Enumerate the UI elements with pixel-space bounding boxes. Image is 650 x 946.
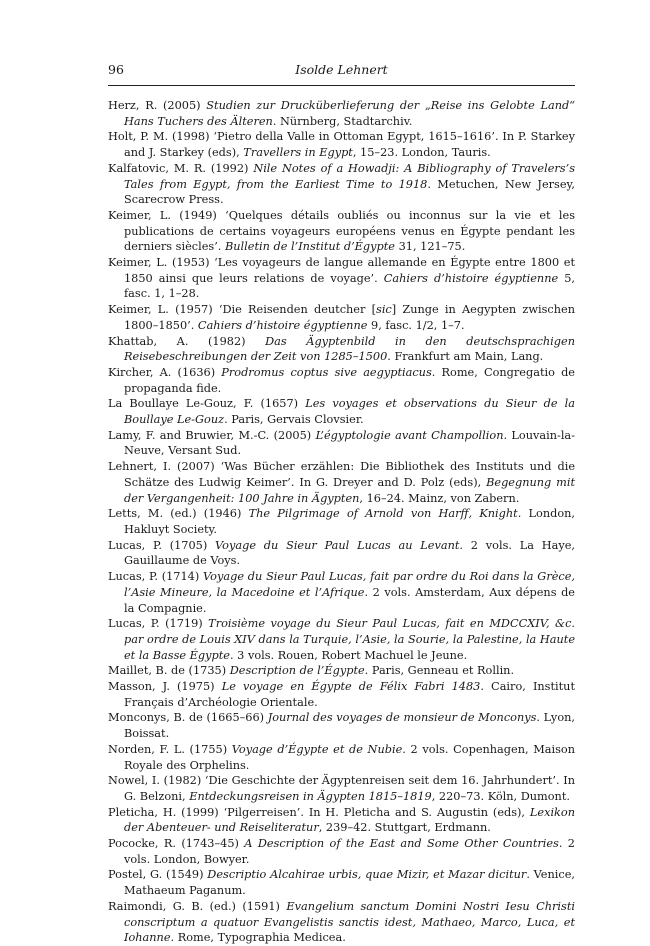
reference-entry	[108, 773, 575, 804]
reference-entry	[108, 161, 575, 208]
reference-text: Kircher, A. (1636)	[108, 365, 222, 379]
reference-title: Journal des voyages de monsieur de Monconys	[267, 711, 537, 725]
reference-entry	[108, 836, 575, 867]
reference-text: La Boullaye Le-Gouz, F. (1657)	[108, 397, 306, 411]
reference-entry	[108, 506, 575, 537]
reference-title: Prodromus coptus sive aegyptiacus	[221, 365, 432, 379]
reference-text: Holt, P. M. (1998) ‘Pietro della Valle in Ottoman Egypt, 1615–1616’. In P. Starkey and J. Starkey (eds),	[108, 130, 575, 160]
reference-entry	[108, 538, 575, 569]
reference-title: Bulletin de l’Institut d’Égypte	[224, 240, 395, 254]
reference-text: Pleticha, H. (1999) ‘Pilgerreisen’. In H. Pleticha and S. Augustin (eds),	[108, 805, 530, 819]
reference-text: Raimondi, G. B. (ed.) (1591)	[108, 899, 287, 913]
reference-text: Lehnert, I. (2007) ‘Was Bücher erzählen: Die Bibliothek des Instituts und die Schätze des Ludwig Keimer’. In G. Dreyer and D. Polz (eds),	[108, 460, 575, 489]
reference-entry	[108, 129, 575, 160]
reference-text: . Nürnberg, Stadtarchiv.	[272, 114, 413, 128]
reference-text: . London, Hakluyt Society.	[124, 507, 575, 536]
reference-entry	[108, 663, 575, 679]
reference-text: Keimer, L. (1957) ‘Die Reisenden deutcher [	[108, 303, 377, 317]
reference-text: . Rome, Congregatio de propaganda fide.	[124, 365, 575, 395]
reference-text: . 2 vols. La Haye, Gauillaume de Voys.	[124, 538, 576, 568]
reference-text: 31, 121–75.	[394, 240, 466, 254]
reference-text: Khattab, A. (1982)	[108, 334, 266, 348]
reference-entry	[108, 679, 575, 710]
reference-title: Voyage du Sieur Paul Lucas au Levant	[215, 538, 460, 552]
reference-title: The Pilgrimage of Arnold von Harff, Knight	[248, 507, 518, 521]
reference-list	[108, 98, 575, 946]
reference-title: Les voyages et observations du Sieur de la Boullaye Le-Gouz	[124, 397, 575, 427]
reference-text: Letts, M. (ed.) (1946)	[108, 507, 249, 521]
reference-entry	[108, 569, 575, 616]
reference-text: Maillet, B. de (1735)	[108, 664, 230, 678]
reference-text: . Louvain-la-Neuve, Versant Sud.	[124, 428, 575, 458]
reference-text: . Venice, Mathaeum Paganum.	[124, 868, 575, 898]
reference-entry	[108, 710, 575, 741]
reference-text: Monconys, B. de (1665–66)	[108, 711, 268, 725]
reference-text: , 16–24. Mainz, von Zabern.	[359, 491, 520, 505]
reference-text: . Lyon, Boissat.	[124, 711, 575, 741]
reference-entry	[108, 428, 575, 459]
reference-text: Lucas, P. (1714)	[108, 570, 204, 584]
reference-title: Troisième voyage du Sieur Paul Lucas, fait en MDCCXIV, &c. par ordre de Louis XIV dans la Turquie, l’Asie, la Sourie, la Palestine, la Haute et la Basse Égypte	[124, 617, 575, 662]
page-number: 96	[108, 62, 124, 77]
reference-text: Nowel, I. (1982) ‘Die Geschichte der Ägyptenreisen seit dem 16. Jahrhundert’. In G. Belzoni,	[108, 774, 575, 803]
reference-entry	[108, 302, 575, 333]
reference-title: Cahiers d’histoire égyptienne	[383, 271, 559, 285]
reference-text: . 2 vols. Amsterdam, Aux dépens de la Compagnie.	[124, 585, 575, 615]
reference-text: Herz, R. (2005)	[108, 99, 207, 112]
reference-text: 5, fasc. 1, 1–28.	[124, 271, 575, 301]
reference-entry	[108, 334, 575, 365]
reference-text: . 2 vols. London, Bowyer.	[124, 837, 575, 866]
reference-entry	[108, 255, 575, 302]
reference-text: . 2 vols. Copenhagen, Maison Royale des Orphelins.	[124, 742, 576, 772]
reference-entry	[108, 742, 575, 773]
reference-entry	[108, 867, 575, 898]
page-header	[108, 62, 575, 84]
reference-text: Norden, F. L. (1755)	[108, 742, 232, 756]
reference-text: Masson, J. (1975)	[108, 680, 222, 694]
reference-title: Le voyage en Égypte de Félix Fabri 1483	[221, 680, 481, 694]
reference-title: sic	[376, 303, 392, 317]
reference-title: Descriptio Alcahirae urbis, quae Mizir, et Mazar dicitur	[207, 868, 527, 882]
reference-entry	[108, 396, 575, 427]
reference-text: Postel, G. (1549)	[108, 868, 208, 882]
reference-text: Kalfatovic, M. R. (1992)	[108, 161, 254, 175]
reference-title: L’égyptologie avant Champollion	[315, 428, 504, 442]
reference-text: . 3 vols. Rouen, Robert Machuel le Jeune.	[229, 648, 468, 662]
reference-text: , 239–42. Stuttgart, Erdmann.	[318, 821, 491, 835]
reference-title: Das Ägyptenbild in den deutschsprachigen Reisebeschreibungen der Zeit von 1285–1500	[124, 334, 575, 364]
reference-text: Lucas, P. (1705)	[108, 538, 216, 552]
reference-title: Begegnung mit der Vergangenheit: 100 Jahre in Ägypten	[124, 475, 575, 505]
reference-entry	[108, 805, 575, 836]
reference-entry	[108, 899, 575, 946]
reference-text: 9, fasc. 1/2, 1–7.	[367, 318, 465, 332]
reference-entry	[108, 365, 575, 396]
reference-title: Cahiers d’histoire égyptienne	[197, 318, 368, 332]
reference-title: Description de l’Égypte	[229, 664, 365, 678]
reference-text: Keimer, L. (1953) ‘Les voyageurs de langue allemande en Égypte entre 1800 et 1850 ainsi que leurs relations de voyage’.	[108, 256, 575, 285]
reference-text: . Cairo, Institut Français d’Archéologie Orientale.	[124, 680, 575, 709]
reference-text: ] Zunge in Aegypten zwischen 1800–1850’.	[124, 303, 575, 332]
reference-text: Lamy, F. and Bruwier, M.-C. (2005)	[108, 428, 316, 442]
reference-text: . Metuchen, New Jersey, Scarecrow Press.	[124, 177, 575, 207]
reference-title: Lexikon der Abenteuer- und Reiseliteratur	[124, 805, 575, 835]
reference-entry	[108, 208, 575, 255]
reference-text: Lucas, P. (1719)	[108, 617, 209, 631]
reference-title: Voyage du Sieur Paul Lucas, fait par ordre du Roi dans la Grèce, l’Asie Mineure, la Macedoine et l’Afrique	[124, 570, 576, 599]
reference-entry	[108, 98, 575, 129]
reference-text: . Frankfurt am Main, Lang.	[387, 350, 544, 364]
reference-title: A Description of the East and Some Other Countries	[244, 837, 559, 851]
reference-title: Voyage d’Égypte et de Nubie	[231, 742, 403, 756]
running-head: Isolde Lehnert	[295, 62, 388, 77]
reference-title: Entdeckungsreisen in Ägypten 1815–1819	[189, 789, 432, 803]
header-rule	[108, 85, 575, 86]
reference-text: . Paris, Genneau et Rollin.	[364, 664, 515, 678]
reference-title: Evangelium sanctum Domini Nostri Iesu Christi conscriptum a quatuor Evangelistis sanctis idest, Mathaeo, Marco, Luca, et Iohanne	[124, 899, 575, 945]
reference-title: Studien zur Drucküberlieferung der „Reise ins Gelobte Land“ Hans Tuchers des Älteren	[124, 99, 575, 128]
reference-title: Nile Notes of a Howadji: A Bibliography of Travelers’s Tales from Egypt, from the Earliest Time to 1918	[124, 161, 575, 191]
reference-text: . Paris, Gervais Clovsier.	[224, 413, 364, 427]
reference-text: . Rome, Typographia Medicea.	[170, 931, 346, 945]
reference-entry	[108, 459, 575, 506]
reference-text: Keimer, L. (1949) ‘Quelques détails oubliés ou inconnus sur la vie et les publications de certains voyageurs européens venus en Égypte pendant les derniers siècles’.	[108, 208, 575, 254]
reference-text: Pococke, R. (1743–45)	[108, 837, 245, 851]
reference-text: , 220–73. Köln, Dumont.	[431, 789, 570, 803]
reference-title: Travellers in Egypt	[243, 146, 353, 160]
reference-text: , 15–23. London, Tauris.	[352, 146, 491, 160]
reference-entry	[108, 616, 575, 663]
